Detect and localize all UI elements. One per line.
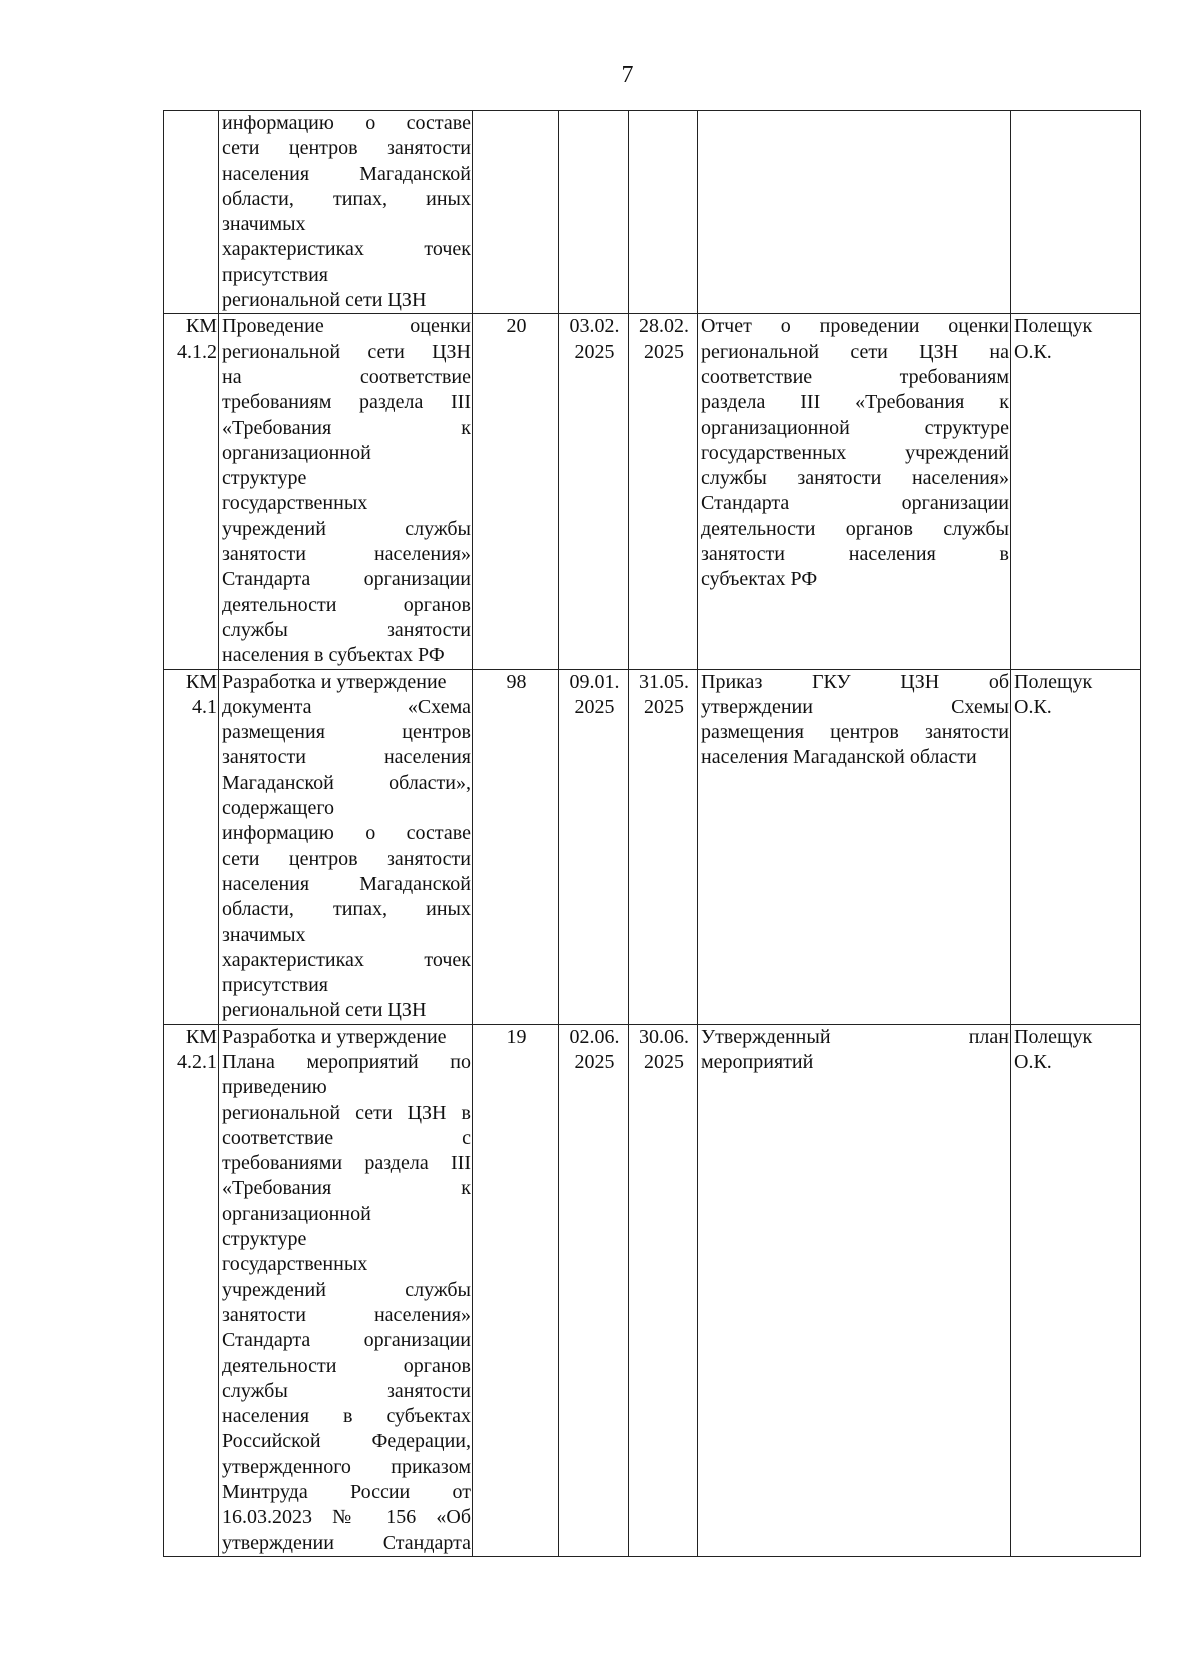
- cell-line: присутствия: [222, 263, 328, 286]
- cell-line: учреждений службы: [222, 517, 471, 540]
- cell-line: «Требования к: [222, 1177, 471, 1200]
- cell-line: Плана мероприятий по: [222, 1050, 471, 1073]
- cell-line: занятости населения»: [222, 543, 471, 566]
- control-points-table: [163, 110, 1141, 1557]
- cell-line: 2025: [644, 1050, 684, 1073]
- item-code-cell: [164, 669, 219, 1024]
- cell-line: 2025: [574, 695, 615, 718]
- cell-line: мероприятий: [701, 1050, 814, 1073]
- cell-line: Утвержденный план: [701, 1025, 1009, 1048]
- cell-line: занятости населения: [222, 746, 471, 769]
- cell-line: региональной сети ЦЗН: [222, 999, 427, 1022]
- cell-line: службы занятости: [222, 1379, 471, 1402]
- page-number: 7: [621, 62, 634, 88]
- duration-days-cell: [473, 111, 559, 314]
- duration-days-cell: [473, 669, 559, 1024]
- cell-line: Полещук: [1014, 1025, 1093, 1048]
- cell-line: приведению: [222, 1076, 327, 1099]
- start-date-cell: [559, 669, 629, 1024]
- cell-line: 28.02.: [639, 315, 689, 338]
- cell-line: Проведение оценки: [222, 315, 471, 338]
- responsible-cell: [1011, 669, 1141, 1024]
- item-code: КМ: [185, 315, 217, 338]
- start-date-cell: [559, 314, 629, 669]
- cell-line: региональной сети ЦЗН: [222, 289, 427, 312]
- cell-line: информацию о составе: [222, 112, 471, 134]
- cell-line: 2025: [644, 695, 684, 718]
- item-code: 4.2.1: [177, 1050, 217, 1073]
- cell-line: Разработка и утверждение: [222, 1025, 447, 1048]
- result-cell: [698, 1024, 1011, 1556]
- cell-line: О.К.: [1014, 340, 1052, 363]
- cell-line: соответствие с: [222, 1126, 471, 1149]
- cell-line: населения Магаданской: [222, 162, 471, 185]
- cell-line: 2025: [574, 1050, 615, 1073]
- item-code-cell: [164, 1024, 219, 1556]
- cell-line: Отчет о проведении оценки: [701, 315, 1009, 338]
- cell-line: размещения центров занятости: [701, 721, 1009, 744]
- end-date-cell: [629, 1024, 698, 1556]
- cell-line: О.К.: [1014, 1050, 1052, 1073]
- end-date-cell: [629, 111, 698, 314]
- cell-line: населения Магаданской области: [701, 746, 977, 769]
- cell-line: Минтруда России от: [222, 1481, 471, 1504]
- result-cell: [698, 669, 1011, 1024]
- item-code: 4.1.2: [177, 340, 217, 363]
- end-date-cell: [629, 314, 698, 669]
- duration-days: 19: [506, 1025, 527, 1048]
- cell-line: требованиями раздела III: [222, 1152, 471, 1175]
- item-code: КМ: [185, 670, 217, 693]
- cell-line: населения Магаданской: [222, 872, 471, 895]
- item-name-cell: [219, 1024, 473, 1556]
- cell-line: региональной сети ЦЗН на: [701, 340, 1009, 363]
- cell-line: сети центров занятости: [222, 847, 471, 870]
- cell-line: государственных учреждений: [701, 441, 1009, 464]
- duration-days: 98: [506, 670, 527, 693]
- cell-line: государственных: [222, 492, 368, 515]
- cell-line: Полещук: [1014, 670, 1093, 693]
- cell-line: раздела III «Требования к: [701, 391, 1009, 414]
- cell-line: информацию о составе: [222, 822, 471, 845]
- cell-line: 16.03.2023 № 156 «Об: [222, 1506, 471, 1529]
- cell-line: содержащего: [222, 797, 335, 820]
- cell-line: 2025: [644, 340, 684, 363]
- cell-line: структуре: [222, 1228, 307, 1251]
- cell-line: деятельности органов: [222, 1354, 471, 1377]
- cell-line: области, типах, иных: [222, 898, 471, 921]
- cell-line: региональной сети ЦЗН в: [222, 1101, 471, 1124]
- cell-line: Стандарта организации: [701, 492, 1009, 515]
- cell-line: структуре: [222, 467, 307, 490]
- cell-line: 09.01.: [569, 670, 620, 693]
- cell-line: организационной: [222, 441, 371, 464]
- cell-line: организационной: [222, 1202, 371, 1225]
- cell-line: соответствие требованиям: [701, 365, 1009, 388]
- cell-line: присутствия: [222, 974, 328, 997]
- cell-line: документа «Схема: [222, 695, 471, 718]
- responsible-cell: [1011, 111, 1141, 314]
- cell-line: 31.05.: [639, 670, 689, 693]
- cell-line: 2025: [574, 340, 615, 363]
- result-cell: [698, 314, 1011, 669]
- cell-line: утверждении Стандарта: [222, 1531, 471, 1554]
- result-cell: [698, 111, 1011, 314]
- cell-line: значимых: [222, 213, 306, 236]
- cell-line: Стандарта организации: [222, 568, 471, 591]
- start-date-cell: [559, 1024, 629, 1556]
- cell-line: утвержденного приказом: [222, 1455, 471, 1478]
- cell-line: сети центров занятости: [222, 137, 471, 160]
- cell-line: службы занятости: [222, 618, 471, 641]
- cell-line: характеристиках точек: [222, 948, 471, 971]
- cell-line: значимых: [222, 923, 306, 946]
- cell-line: Стандарта организации: [222, 1329, 471, 1352]
- duration-days-cell: [473, 1024, 559, 1556]
- cell-line: службы занятости населения»: [701, 467, 1009, 490]
- cell-line: субъектах РФ: [701, 568, 818, 591]
- cell-line: размещения центров: [222, 721, 471, 744]
- cell-line: 30.06.: [639, 1025, 689, 1048]
- cell-line: «Требования к: [222, 416, 471, 439]
- cell-line: Российской Федерации,: [222, 1430, 471, 1453]
- cell-line: населения в субъектах: [222, 1405, 471, 1428]
- cell-line: Магаданской области»,: [222, 771, 471, 794]
- cell-line: 02.06.: [569, 1025, 620, 1048]
- cell-line: требованиям раздела III: [222, 391, 471, 414]
- end-date-cell: [629, 669, 698, 1024]
- item-code: КМ: [185, 1025, 217, 1048]
- table-row: [164, 669, 1141, 1024]
- cell-line: населения в субъектах РФ: [222, 644, 445, 667]
- table-body: [164, 111, 1141, 1557]
- table-row: [164, 111, 1141, 314]
- responsible-cell: [1011, 314, 1141, 669]
- cell-line: 03.02.: [569, 315, 620, 338]
- cell-line: занятости населения»: [222, 1303, 471, 1326]
- cell-line: Полещук: [1014, 315, 1093, 338]
- cell-line: государственных: [222, 1253, 368, 1276]
- duration-days: 20: [506, 315, 527, 338]
- item-name-cell: [219, 669, 473, 1024]
- item-code: 4.1: [192, 695, 217, 718]
- table-row: [164, 314, 1141, 669]
- responsible-cell: [1011, 1024, 1141, 1556]
- cell-line: на соответствие: [222, 365, 471, 388]
- item-code-cell: [164, 314, 219, 669]
- table-row: [164, 1024, 1141, 1556]
- cell-line: характеристиках точек: [222, 238, 471, 261]
- duration-days-cell: [473, 314, 559, 669]
- cell-line: Разработка и утверждение: [222, 670, 447, 693]
- cell-line: области, типах, иных: [222, 187, 471, 210]
- start-date-cell: [559, 111, 629, 314]
- cell-line: региональной сети ЦЗН: [222, 340, 471, 363]
- cell-line: утверждении Схемы: [701, 695, 1009, 718]
- cell-line: деятельности органов службы: [701, 517, 1009, 540]
- item-name-cell: [219, 111, 473, 314]
- cell-line: О.К.: [1014, 695, 1052, 718]
- cell-line: Приказ ГКУ ЦЗН об: [701, 670, 1009, 693]
- cell-line: занятости населения в: [701, 543, 1009, 566]
- cell-line: учреждений службы: [222, 1278, 471, 1301]
- cell-line: организационной структуре: [701, 416, 1009, 439]
- item-code-cell: [164, 111, 219, 314]
- item-name-cell: [219, 314, 473, 669]
- cell-line: деятельности органов: [222, 593, 471, 616]
